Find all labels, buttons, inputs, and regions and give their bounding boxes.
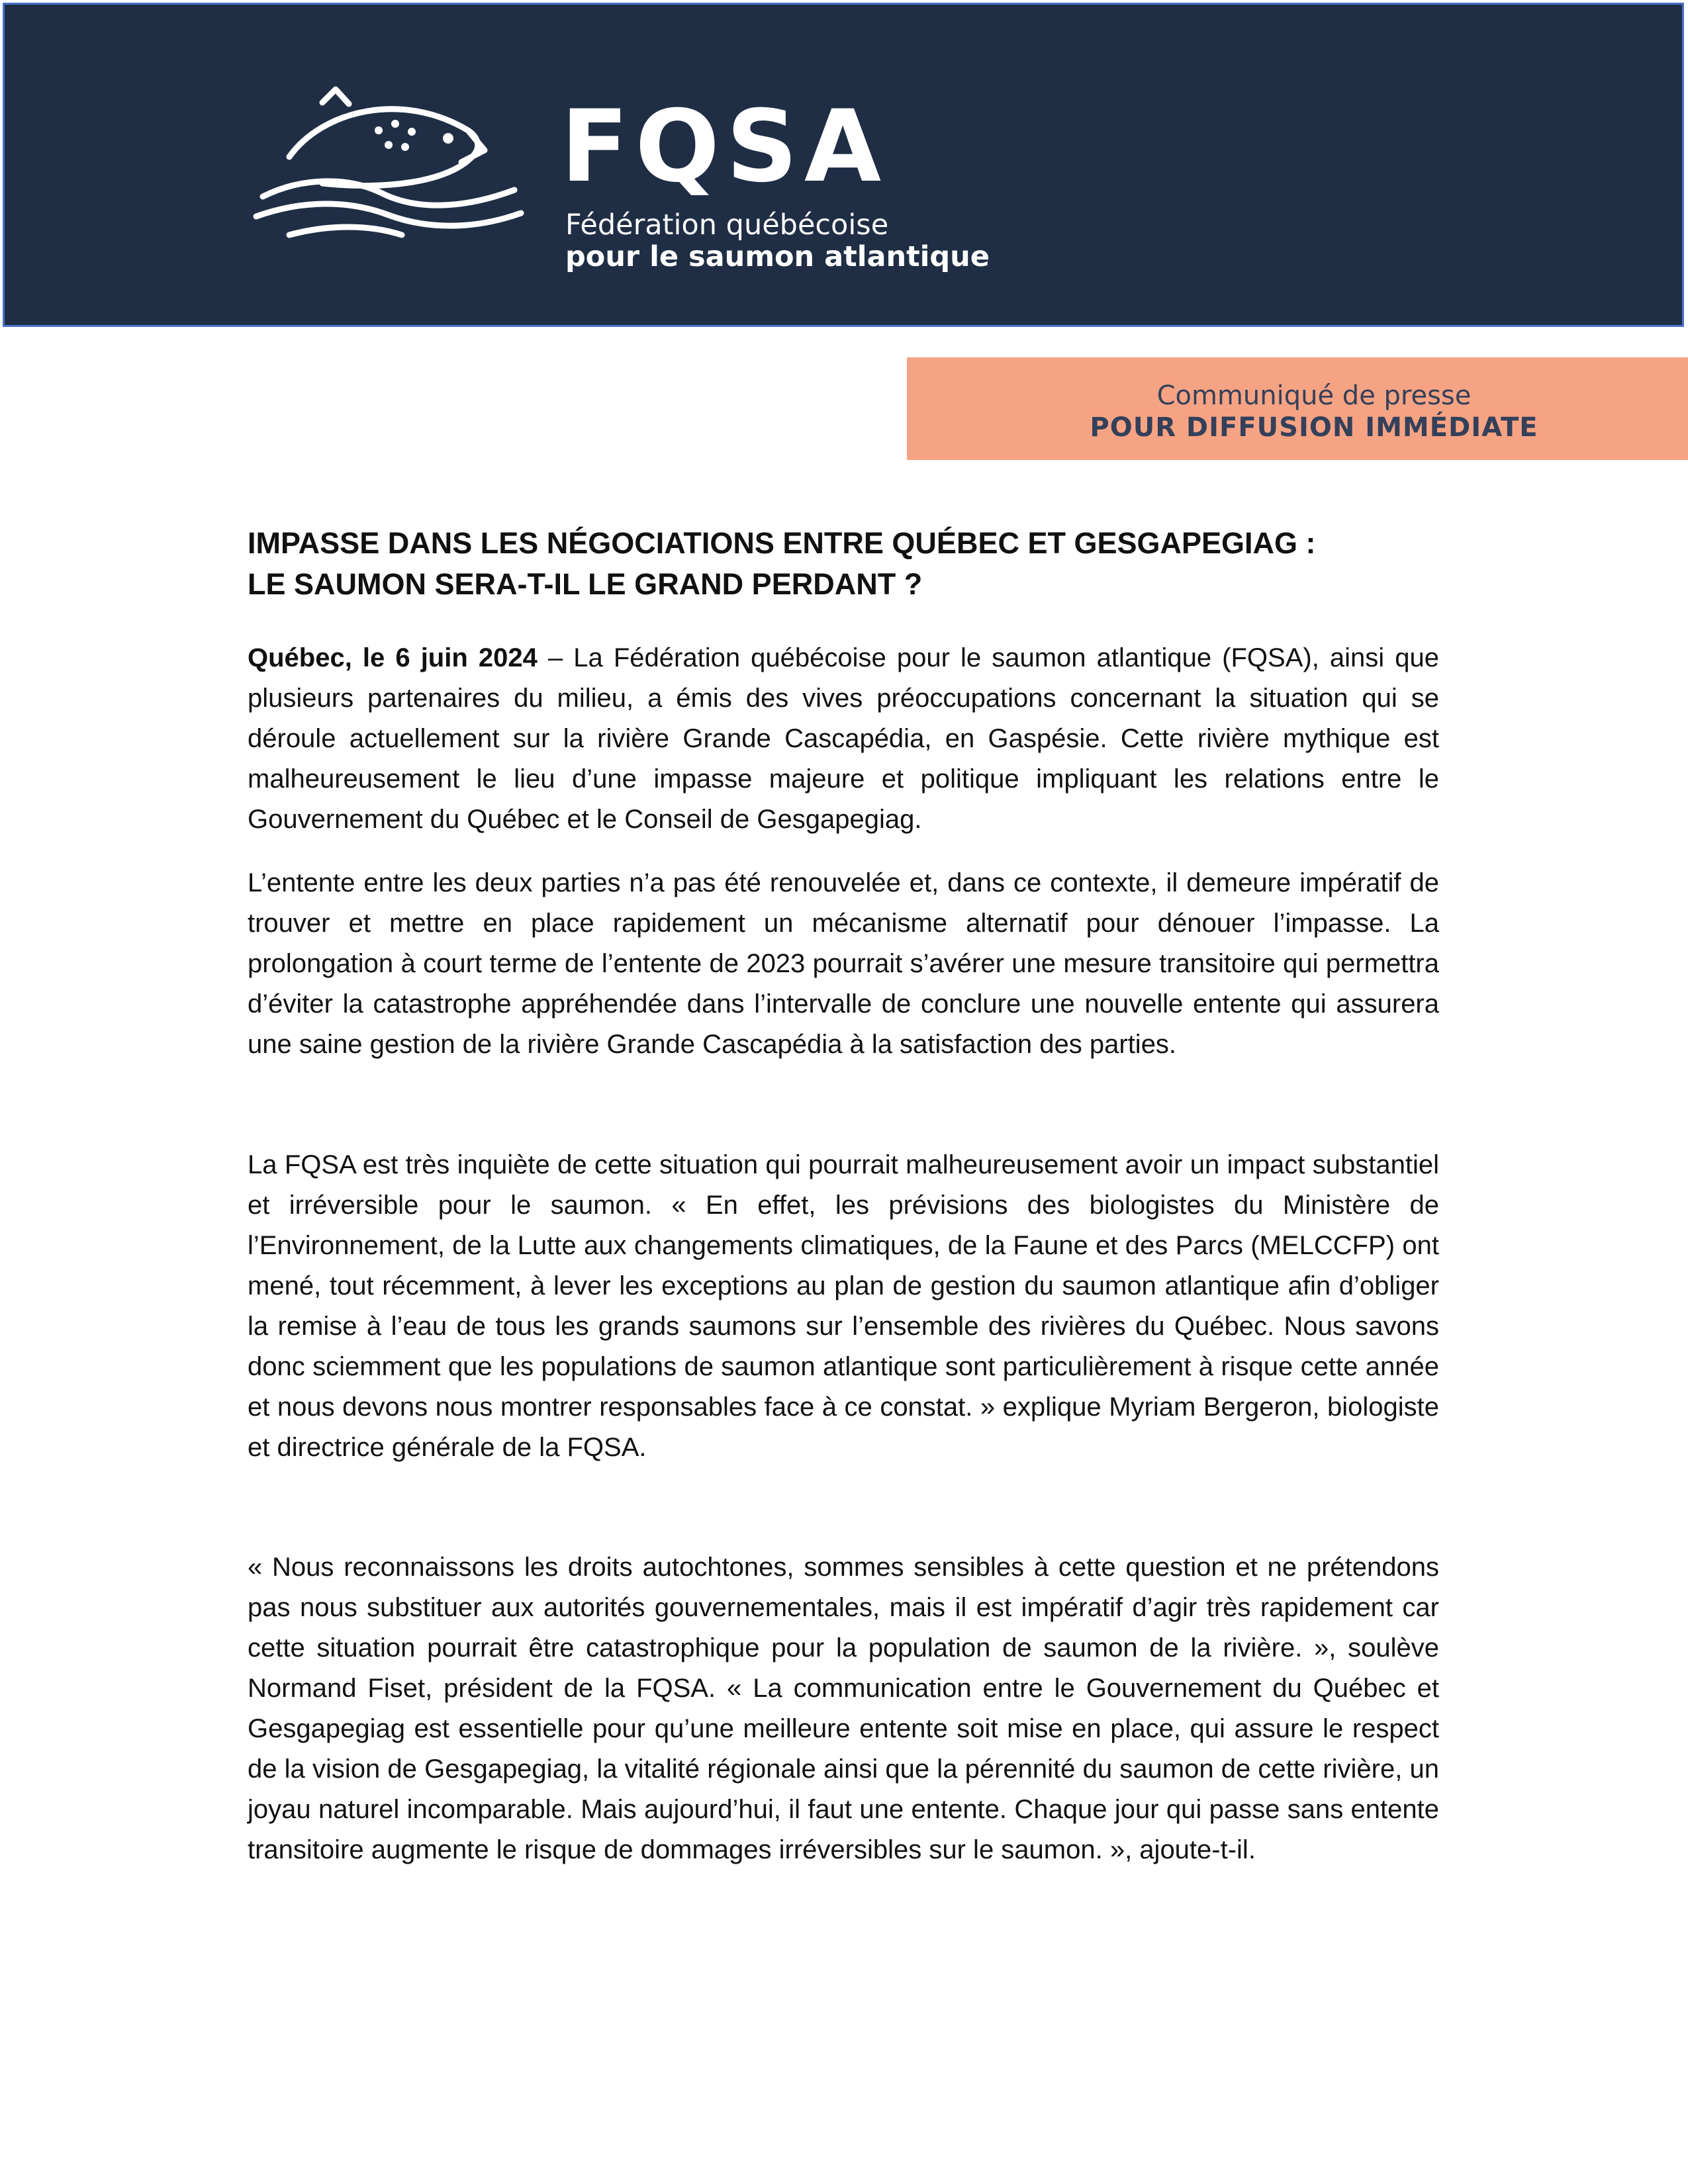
brand-name: FQSA: [561, 89, 888, 205]
paragraph-1: [248, 638, 1439, 840]
press-label-line1: Communiqué de presse: [1156, 381, 1472, 411]
paragraph-2: L’entente entre les deux parties n’a pas été renouvelée et, dans ce contexte, il demeure impératif de trouver et mettre en place rapidement un mécanisme alternatif pour dénouer l’impasse. La prolongation à court terme de l’entente de 2023 pourrait s’avérer une mesure transitoire qui permettra d’éviter la catastrophe appréhendée dans l’intervalle de conclure une nouvelle entente qui assurera une saine gestion de la rivière Grande Cascapédia à la satisfaction des parties.: [248, 868, 1439, 1059]
title-line1: IMPASSE DANS LES NÉGOCIATIONS ENTRE QUÉBEC ET GESGAPEGIAG :: [248, 526, 1316, 560]
paragraph-1-text: – La Fédération québécoise pour le saumon atlantique (FQSA), ainsi que plusieurs partenaires du milieu, a émis des vives préoccupations concernant la situation qui se déroule actuellement sur la rivière Grande Cascapédia, en Gaspésie. Cette rivière mythique est malheureusement le lieu d’une impasse majeure et politique impliquant les relations entre le Gouvernement du Québec et le Conseil de Gesgapegiag.: [248, 643, 1439, 834]
paragraph-3: La FQSA est très inquiète de cette situation qui pourrait malheureusement avoir un impact substantiel et irréversible pour le saumon. « En effet, les prévisions des biologistes du Ministère de l’Environnement, de la Lutte aux changements climatiques, de la Faune et des Parcs (MELCCFP) ont mené, tout récemment, à lever les exceptions au plan de gestion du saumon atlantique afin d’obliger la remise à l’eau de tous les grands saumons sur l’ensemble des rivières du Québec. Nous savons donc sciemment que les populations de saumon atlantique sont particulièrement à risque cette année et nous devons nous montrer responsables face à ce constat. » explique Myriam Bergeron, biologiste et directrice générale de la FQSA.: [248, 1150, 1439, 1462]
paragraph-4: « Nous reconnaissons les droits autochtones, sommes sensibles à cette question et ne prétendons pas nous substituer aux autorités gouvernementales, mais il est impératif d’agir très rapidement car cette situation pourrait être catastrophique pour la population de saumon de la rivière. », soulève Normand Fiset, président de la FQSA. « La communication entre le Gouvernement du Québec et Gesgapegiag est essentielle pour qu’une meilleure entente soit mise en place, qui assure le respect de la vision de Gesgapegiag, la vitalité régionale ainsi que la pérennité du saumon de cette rivière, un joyau naturel incomparable. Mais aujourd’hui, il faut une entente. Chaque jour qui passe sans entente transitoire augmente le risque de dommages irréversibles sur le saumon. », ajoute-t-il.: [248, 1553, 1439, 1864]
fqsa-logo: [250, 84, 991, 283]
salmon-icon: [250, 84, 528, 243]
dateline: Québec, le 6 juin 2024: [248, 643, 538, 672]
brand-subtitle-line2: pour le saumon atlantique: [565, 240, 990, 273]
press-release-label: [907, 357, 1688, 460]
press-label-line2: POUR DIFFUSION IMMÉDIATE: [1090, 412, 1538, 443]
brand-subtitle-line1: Fédération québécoise: [565, 208, 889, 242]
header-banner: [3, 3, 1684, 327]
article-title: [248, 523, 1439, 605]
title-line2: LE SAUMON SERA-T-IL LE GRAND PERDANT ?: [248, 567, 923, 601]
